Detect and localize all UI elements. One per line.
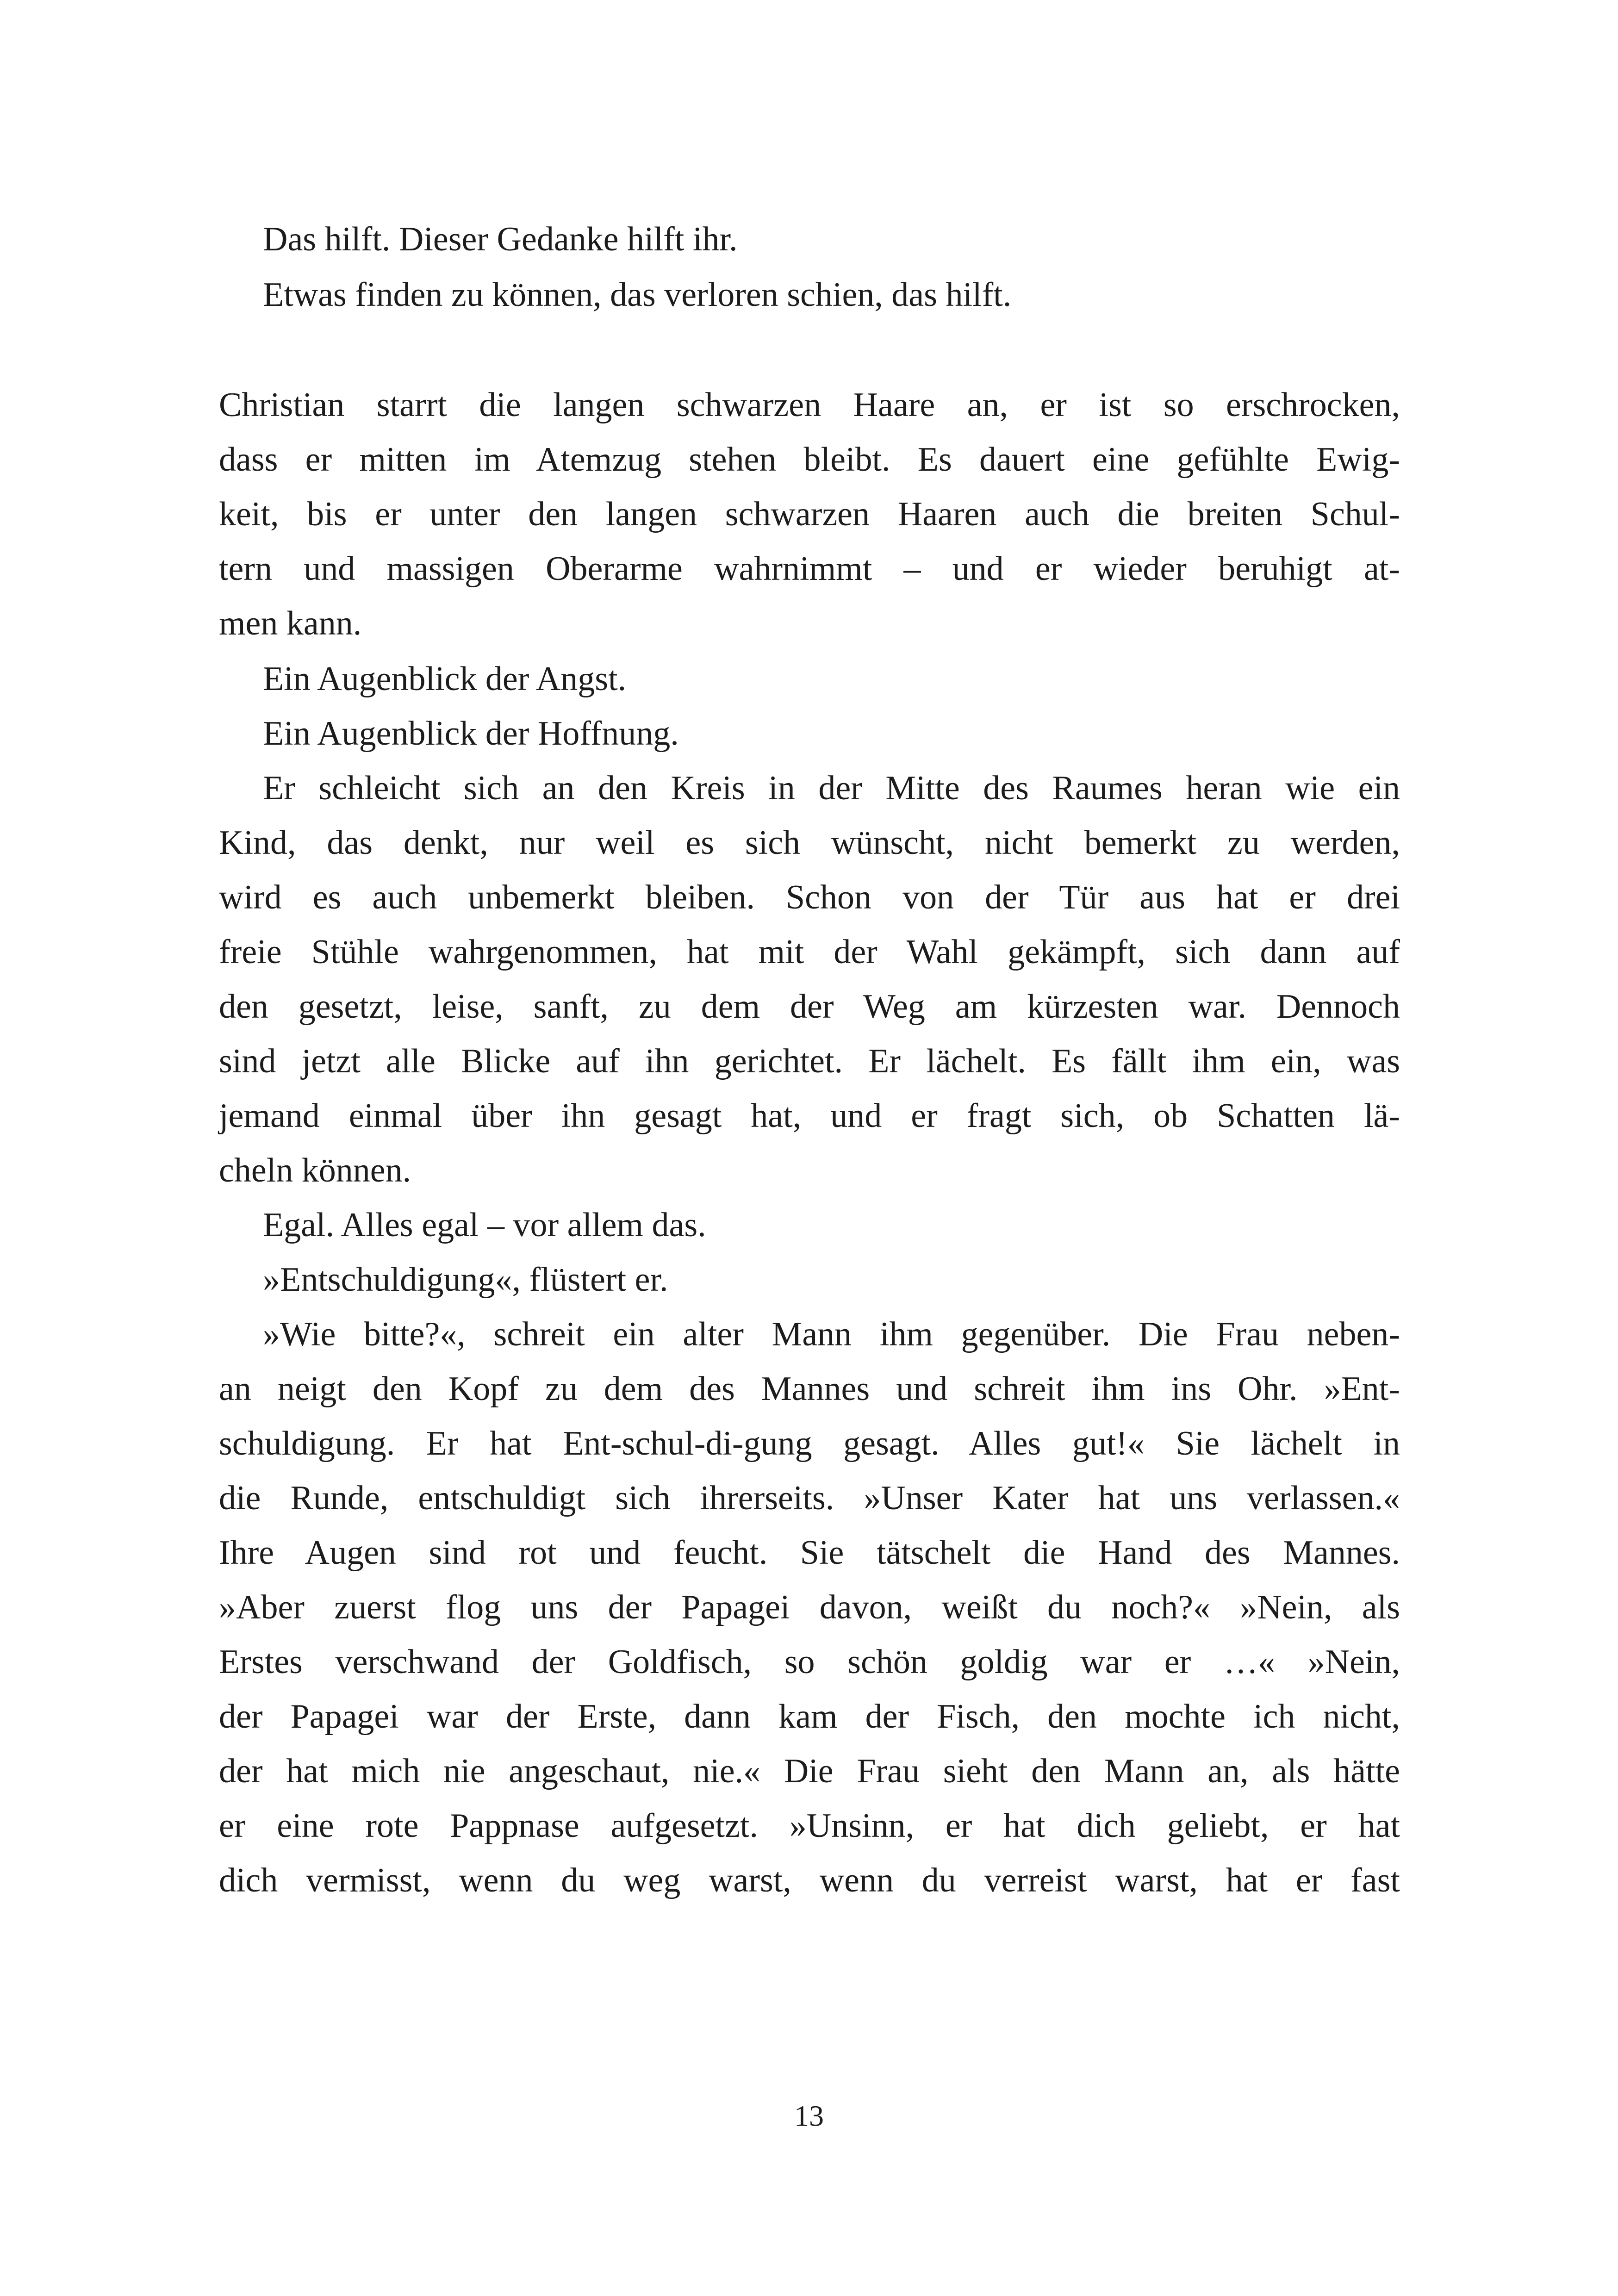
text-line: »Entschuldigung«, flüstert er. — [263, 1261, 668, 1299]
text-line: Etwas finden zu können, das verloren schien, das hilft. — [263, 276, 1012, 314]
text-line: Ein Augenblick der Hoffnung. — [263, 715, 679, 753]
text-line: »Aber zuerst flog uns der Papagei davon, weißt du noch?« »Nein, als — [219, 1588, 1400, 1626]
text-line: Kind, das denkt, nur weil es sich wünscht, nicht bemerkt zu werden, — [219, 824, 1400, 862]
text-line: cheln können. — [219, 1151, 411, 1189]
text-line: Das hilft. Dieser Gedanke hilft ihr. — [263, 220, 738, 258]
text-line: an neigt den Kopf zu dem des Mannes und schreit ihm ins Ohr. »Ent- — [219, 1370, 1400, 1408]
text-line: schuldigung. Er hat Ent-schul-di-gung gesagt. Alles gut!« Sie lächelt in — [219, 1425, 1400, 1462]
text-line: freie Stühle wahrgenommen, hat mit der Wahl gekämpft, sich dann auf — [219, 933, 1400, 971]
page-number: 13 — [794, 2099, 824, 2132]
text-line: Ihre Augen sind rot und feucht. Sie tätschelt die Hand des Mannes. — [219, 1534, 1400, 1572]
text-line: der Papagei war der Erste, dann kam der Fisch, den mochte ich nicht, — [219, 1698, 1400, 1736]
text-line: keit, bis er unter den langen schwarzen Haaren auch die breiten Schul- — [219, 495, 1400, 533]
text-line: er eine rote Pappnase aufgesetzt. »Unsinn, er hat dich geliebt, er hat — [219, 1807, 1400, 1845]
text-line: wird es auch unbemerkt bleiben. Schon von der Tür aus hat er drei — [219, 878, 1400, 916]
text-line: die Runde, entschuldigt sich ihrerseits. »Unser Kater hat uns verlassen.« — [219, 1479, 1400, 1517]
text-line: Ein Augenblick der Angst. — [263, 660, 627, 698]
text-line: den gesetzt, leise, sanft, zu dem der Weg am kürzesten war. Dennoch — [219, 988, 1400, 1026]
text-line: Erstes verschwand der Goldfisch, so schön goldig war er …« »Nein, — [219, 1643, 1400, 1681]
text-line: Er schleicht sich an den Kreis in der Mitte des Raumes heran wie ein — [263, 769, 1400, 807]
text-line: tern und massigen Oberarme wahrnimmt – und er wieder beruhigt at- — [219, 550, 1400, 588]
text-line: jemand einmal über ihn gesagt hat, und er fragt sich, ob Schatten lä- — [219, 1097, 1400, 1135]
text-line: dass er mitten im Atemzug stehen bleibt. Es dauert eine gefühlte Ewig- — [219, 441, 1400, 479]
text-line: Christian starrt die langen schwarzen Haare an, er ist so erschrocken, — [219, 386, 1400, 424]
text-line: »Wie bitte?«, schreit ein alter Mann ihm gegenüber. Die Frau neben- — [263, 1315, 1400, 1353]
text-line: dich vermisst, wenn du weg warst, wenn du verreist warst, hat er fast — [219, 1861, 1400, 1899]
text-line: Egal. Alles egal – vor allem das. — [263, 1206, 706, 1244]
text-line: der hat mich nie angeschaut, nie.« Die Frau sieht den Mann an, als hätte — [219, 1752, 1400, 1790]
text-line: men kann. — [219, 604, 362, 642]
text-line: sind jetzt alle Blicke auf ihn gerichtet. Er lächelt. Es fällt ihm ein, was — [219, 1042, 1400, 1080]
